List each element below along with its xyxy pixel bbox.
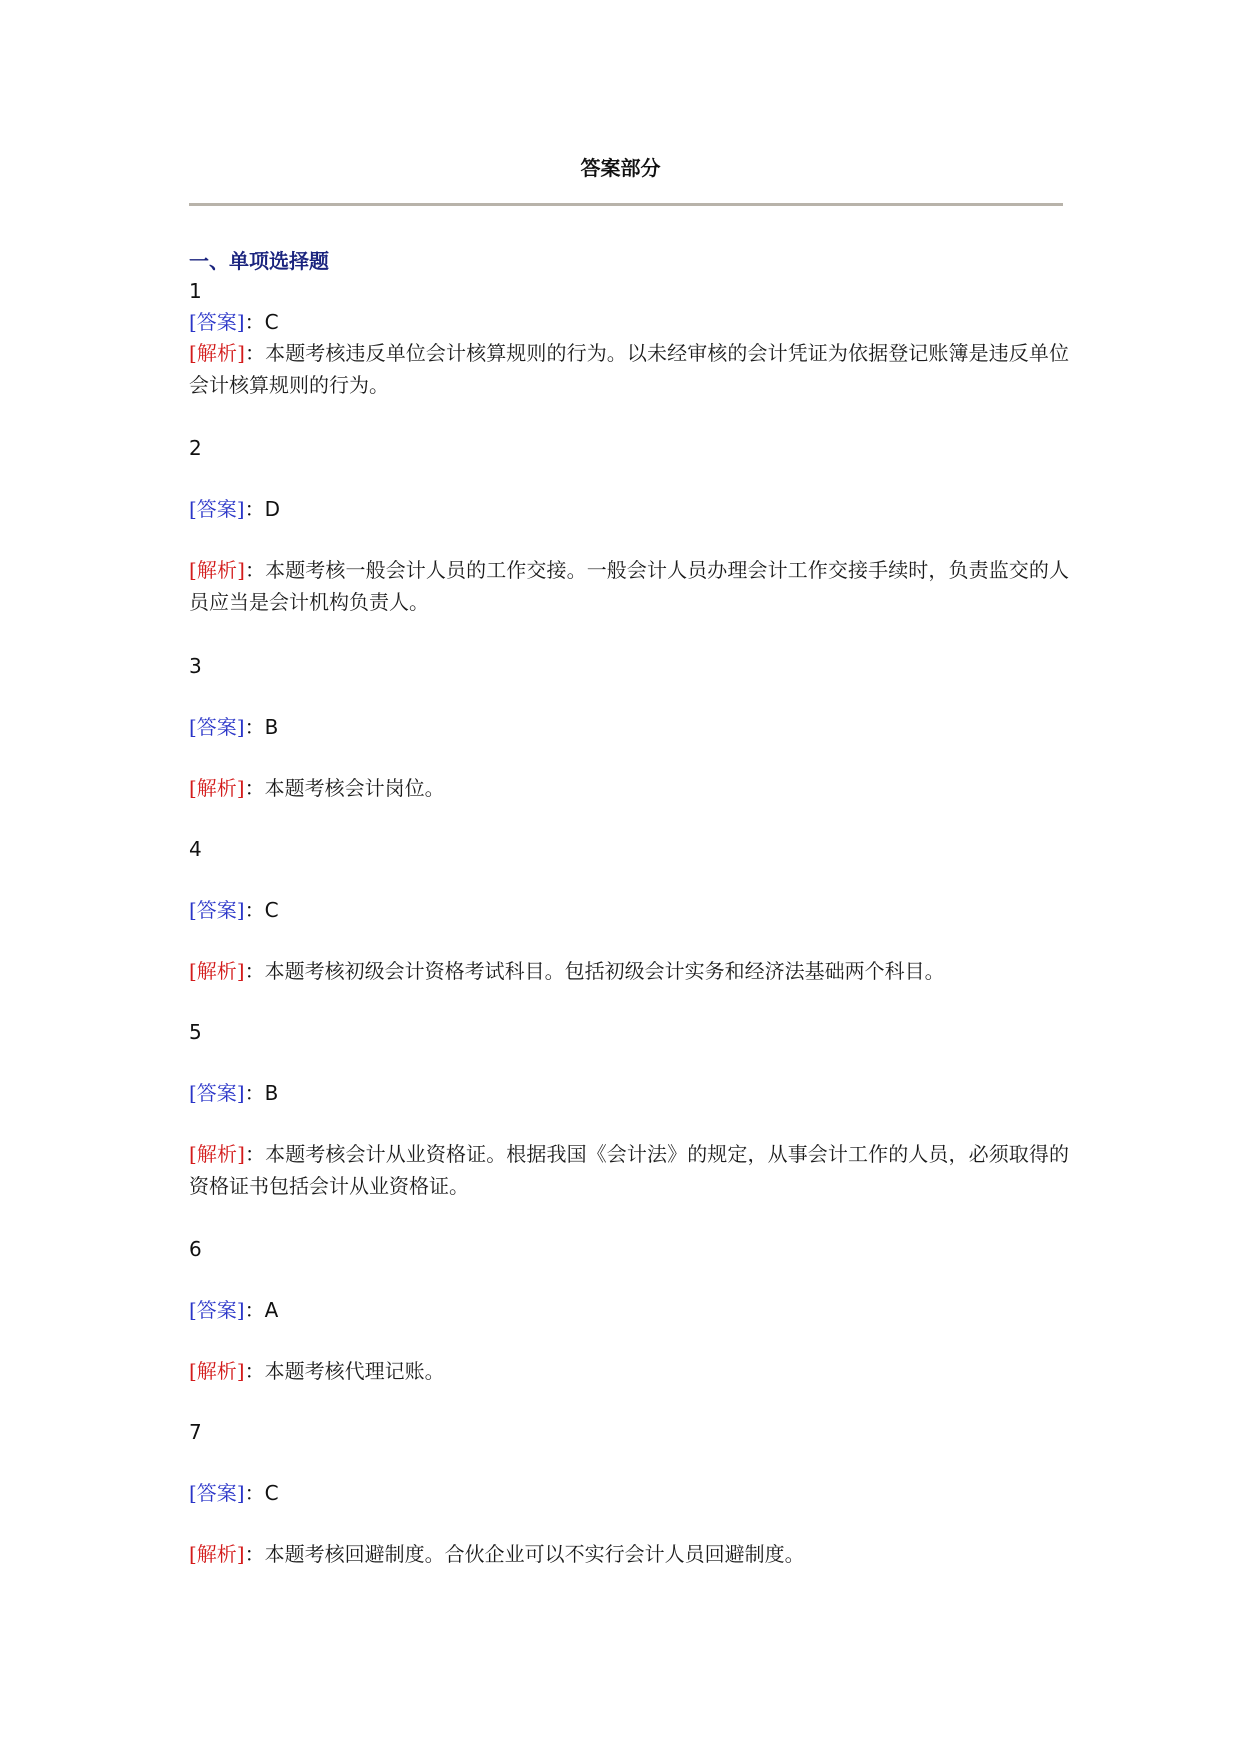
answer-line: [答案]：B bbox=[189, 715, 279, 739]
question-number: 7 bbox=[189, 1420, 202, 1444]
answer-value: C bbox=[264, 310, 279, 334]
analysis-line: [解析]：本题考核违反单位会计核算规则的行为。以未经审核的会计凭证为依据登记账簿是违反单位会计核算规则的行为。 bbox=[189, 341, 1070, 397]
answer-label: [答案] bbox=[189, 1081, 245, 1105]
answer-line: [答案]：A bbox=[189, 1298, 279, 1322]
analysis-line: [解析]：本题考核会计岗位。 bbox=[189, 776, 445, 800]
analysis-label: [解析] bbox=[189, 1542, 245, 1566]
analysis-label: [解析] bbox=[189, 558, 245, 582]
analysis-label: [解析] bbox=[189, 341, 245, 365]
analysis-text: 本题考核回避制度。合伙企业可以不实行会计人员回避制度。 bbox=[264, 1542, 805, 1566]
title-divider bbox=[189, 203, 1063, 206]
answer-label: [答案] bbox=[189, 715, 245, 739]
analysis-text: 本题考核一般会计人员的工作交接。一般会计人员办理会计工作交接手续时，负责监交的人员应当是会计机构负责人。 bbox=[189, 558, 1070, 614]
analysis-text: 本题考核会计岗位。 bbox=[264, 776, 445, 800]
answer-value: C bbox=[264, 1481, 279, 1505]
analysis-text: 本题考核会计从业资格证。根据我国《会计法》的规定，从事会计工作的人员，必须取得的资格证书包括会计从业资格证。 bbox=[189, 1142, 1070, 1198]
analysis-line: [解析]：本题考核初级会计资格考试科目。包括初级会计实务和经济法基础两个科目。 bbox=[189, 959, 945, 983]
analysis-line: [解析]：本题考核代理记账。 bbox=[189, 1359, 445, 1383]
answer-label: [答案] bbox=[189, 1481, 245, 1505]
answer-label: [答案] bbox=[189, 898, 245, 922]
answer-value: B bbox=[264, 715, 279, 739]
question-number: 6 bbox=[189, 1237, 202, 1261]
answer-line: [答案]：D bbox=[189, 497, 281, 521]
analysis-label: [解析] bbox=[189, 1142, 245, 1166]
answer-label: [答案] bbox=[189, 497, 245, 521]
answer-label: [答案] bbox=[189, 1298, 245, 1322]
analysis-line: [解析]：本题考核回避制度。合伙企业可以不实行会计人员回避制度。 bbox=[189, 1542, 805, 1566]
analysis-label: [解析] bbox=[189, 959, 245, 983]
answer-value: D bbox=[264, 497, 281, 521]
page-title: 答案部分 bbox=[580, 156, 661, 180]
answer-line: [答案]：C bbox=[189, 898, 279, 922]
answer-line: [答案]：C bbox=[189, 1481, 279, 1505]
analysis-line: [解析]：本题考核会计从业资格证。根据我国《会计法》的规定，从事会计工作的人员，必须取得的资格证书包括会计从业资格证。 bbox=[189, 1142, 1070, 1198]
question-number: 2 bbox=[189, 436, 202, 460]
analysis-label: [解析] bbox=[189, 776, 245, 800]
answer-line: [答案]：C bbox=[189, 310, 279, 334]
analysis-label: [解析] bbox=[189, 1359, 245, 1383]
question-number: 1 bbox=[189, 279, 202, 303]
answer-line: [答案]：B bbox=[189, 1081, 279, 1105]
question-number: 4 bbox=[189, 837, 202, 861]
answer-value: C bbox=[264, 898, 279, 922]
analysis-text: 本题考核代理记账。 bbox=[264, 1359, 445, 1383]
analysis-text: 本题考核违反单位会计核算规则的行为。以未经审核的会计凭证为依据登记账簿是违反单位会计核算规则的行为。 bbox=[189, 341, 1070, 397]
question-number: 5 bbox=[189, 1020, 202, 1044]
analysis-text: 本题考核初级会计资格考试科目。包括初级会计实务和经济法基础两个科目。 bbox=[264, 959, 945, 983]
analysis-line: [解析]：本题考核一般会计人员的工作交接。一般会计人员办理会计工作交接手续时，负责监交的人员应当是会计机构负责人。 bbox=[189, 558, 1070, 614]
section-heading: 一、单项选择题 bbox=[189, 249, 329, 273]
answer-value: A bbox=[264, 1298, 279, 1322]
answer-value: B bbox=[264, 1081, 279, 1105]
answer-label: [答案] bbox=[189, 310, 245, 334]
question-number: 3 bbox=[189, 654, 202, 678]
